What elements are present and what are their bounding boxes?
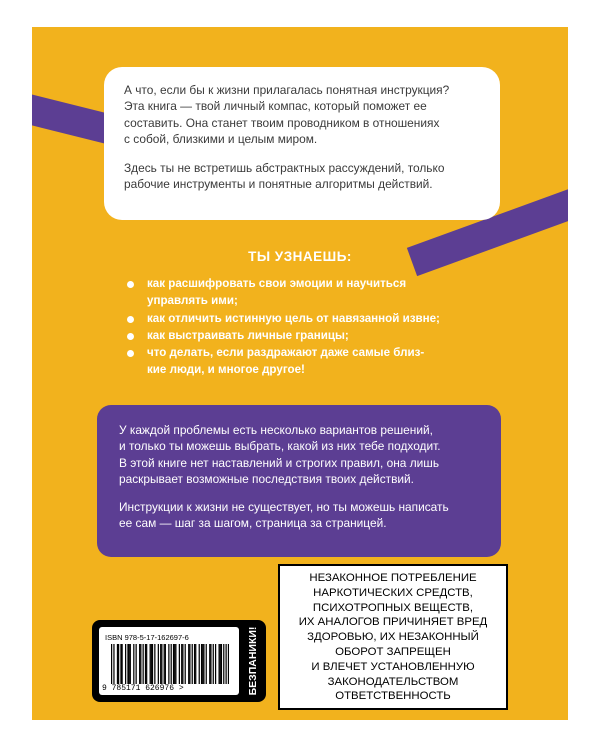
text-line: и только ты можешь выбрать, какой из них тебе подходит. [119, 439, 441, 454]
legal-warning-box [278, 564, 508, 710]
warning-line: И ВЛЕЧЕТ УСТАНОВЛЕННУЮ [311, 660, 475, 673]
text-line: что делать, если раздражают даже самые близ- [147, 346, 425, 360]
learn-section-title: ТЫ УЗНАЕШЬ: [248, 249, 352, 264]
text-line: кие люди, и многое другое! [147, 363, 305, 377]
text-line: Инструкции к жизни не существует, но ты можешь написать [119, 500, 449, 515]
barcode-label [99, 627, 239, 695]
intro-card [104, 67, 500, 220]
book-back-cover [32, 27, 568, 720]
text-line: как отличить истинную цель от навязанной извне; [147, 311, 440, 325]
list-item [127, 344, 472, 379]
barcode-panel [92, 620, 266, 702]
learn-list [127, 275, 472, 379]
text-line: составить. Она станет твоим проводником в отношениях [124, 115, 440, 130]
warning-line: НЕЗАКОННОЕ ПОТРЕБЛЕНИЕ [309, 572, 477, 584]
warning-line: ПСИХОТРОПНЫХ ВЕЩЕСТВ, [312, 601, 474, 614]
list-item [127, 327, 472, 344]
text-line: А что, если бы к жизни прилагалась понятная инструкция? [124, 83, 450, 97]
text-line: как выстраивать личные границы; [147, 328, 349, 342]
text-line: Эта книга — твой личный компас, который поможет ее [124, 99, 427, 114]
text-line: В этой книге нет наставлений и строгих правил, она лишь [119, 455, 440, 470]
warning-line: ИХ АНАЛОГОВ ПРИЧИНЯЕТ ВРЕД [298, 616, 488, 629]
text-line: с собой, близкими и целым миром. [124, 131, 318, 146]
text-line: Здесь ты не встретишь абстрактных рассуждений, только [124, 161, 445, 176]
text-line: ее сам — шаг за шагом, страница за страницей. [119, 516, 387, 531]
publisher-logo [244, 624, 262, 698]
text-line: раскрывает возможные последствия твоих действий. [119, 471, 414, 486]
warning-line: ЗДОРОВЬЮ, ИХ НЕЗАКОННЫЙ [307, 631, 479, 644]
publisher-logo-text: БЕЗПАНИКИ! [247, 626, 259, 696]
text-line: рабочие инструменты и понятные алгоритмы действий. [124, 177, 433, 192]
barcode-icon [111, 644, 229, 684]
advice-card [97, 405, 501, 557]
barcode-digits: 9 785171 626976 > [102, 684, 184, 693]
text-line: управлять ими; [147, 294, 238, 308]
intro-paragraph-1 [124, 82, 484, 147]
isbn-number: ISBN 978-5-17-162697-6 [105, 633, 189, 642]
warning-line: ОБОРОТ ЗАПРЕЩЕН [335, 645, 451, 658]
warning-line: ОТВЕТСТВЕННОСТЬ [335, 690, 451, 703]
advice-paragraph-1 [119, 422, 491, 487]
text-line: как расшифровать свои эмоции и научиться [147, 277, 407, 290]
intro-paragraph-2 [124, 160, 484, 193]
list-item [127, 310, 472, 327]
warning-line: НАРКОТИЧЕСКИХ СРЕДСТВ, [313, 586, 473, 599]
list-item [127, 275, 472, 310]
text-line: У каждой проблемы есть несколько вариантов решений, [119, 423, 433, 437]
advice-paragraph-2 [119, 499, 491, 532]
warning-line: ЗАКОНОДАТЕЛЬСТВОМ [327, 675, 459, 688]
